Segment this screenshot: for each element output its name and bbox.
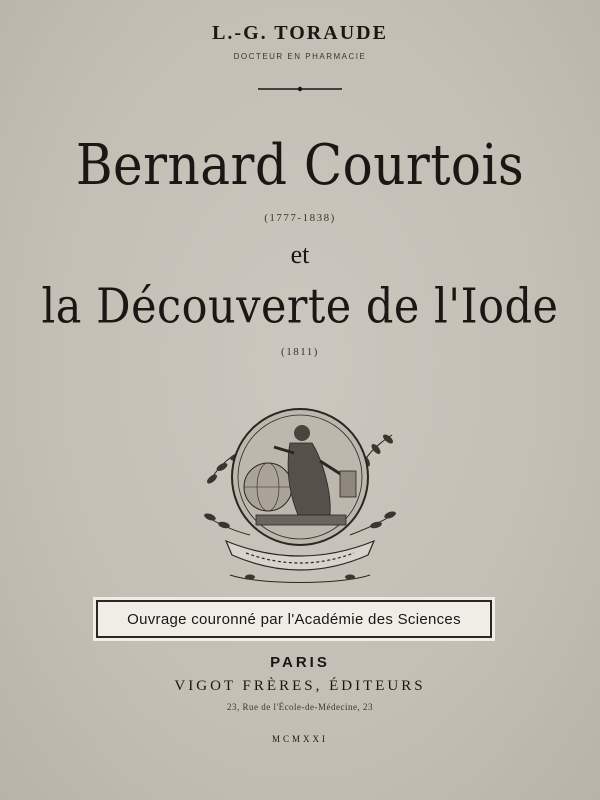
author-name: L.-G. TORAUDE (212, 22, 388, 44)
ornament-rule-icon (258, 86, 342, 92)
title-conjunction: et (290, 240, 310, 269)
publication-year: MCMXXI (271, 734, 328, 744)
publisher-name: VIGOT FRÈRES, ÉDITEURS (174, 678, 426, 694)
author-title: DOCTEUR EN PHARMACIE (233, 52, 367, 61)
discovery-date: (1811) (281, 346, 319, 358)
title-secondary: la Découverte de l'Iode (41, 279, 559, 335)
publication-city: PARIS (270, 654, 330, 671)
publisher-address: 23, Rue de l'École-de-Médecine, 23 (226, 702, 374, 712)
title-main: Bernard Courtois (75, 132, 525, 198)
allegorical-seal-emblem-icon (190, 395, 410, 595)
award-text: Ouvrage couronné par l'Académie des Sciences (127, 610, 461, 628)
award-label (96, 600, 492, 638)
title-dates: (1777-1838) (264, 212, 336, 224)
